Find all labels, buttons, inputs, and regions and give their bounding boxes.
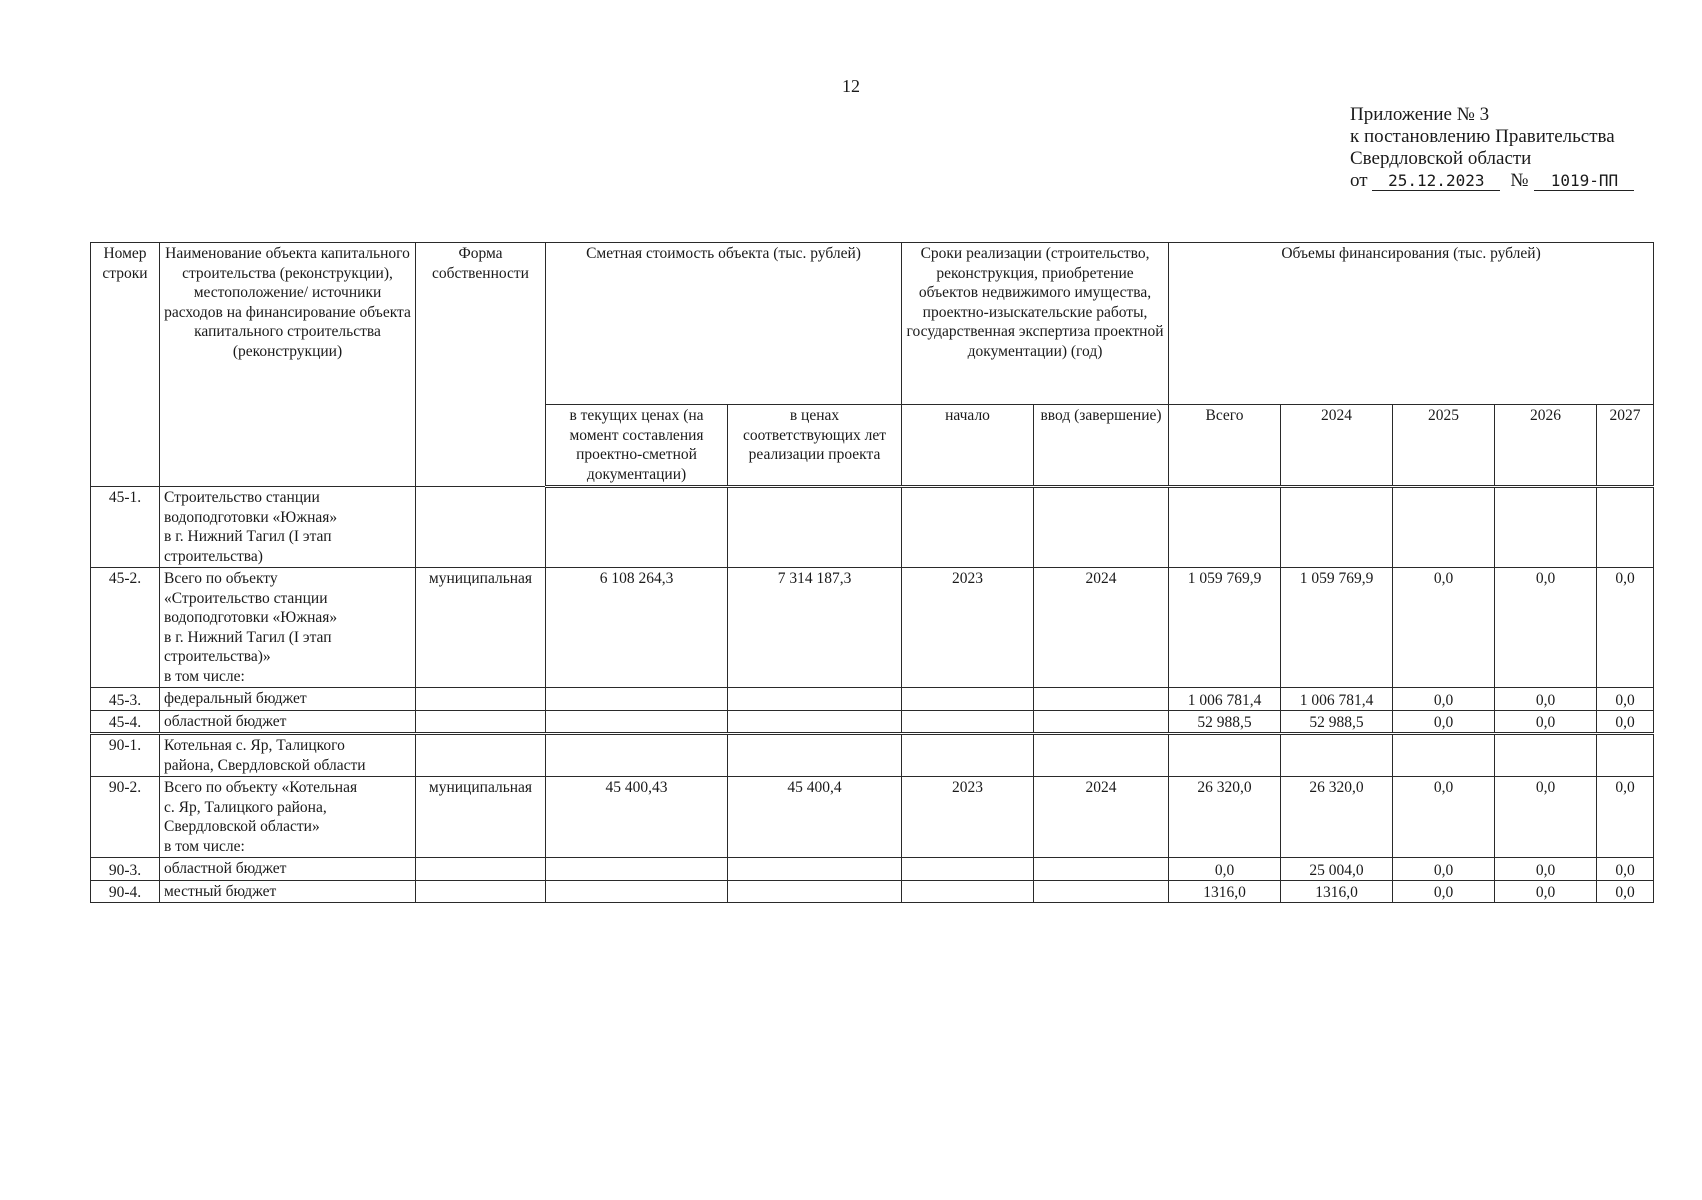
table-row (91, 777, 1654, 858)
cell-start (902, 734, 1034, 777)
header-cost-current: в текущих ценах (на момент составления проектно-сметной документации) (546, 405, 728, 487)
cell-row-number: 90-1. (91, 734, 160, 777)
cell-total: 1 059 769,9 (1169, 568, 1281, 688)
cell-cost-years (728, 880, 902, 903)
object-name-line: местный бюджет (164, 882, 277, 900)
cell-cost-years: 7 314 187,3 (728, 568, 902, 688)
header-cost-years: в ценах соответствующих лет реализации проекта (728, 405, 902, 487)
cell-start (902, 487, 1034, 568)
cell-2027: 0,0 (1597, 710, 1654, 734)
cell-cost-years (728, 710, 902, 734)
cell-object-name (160, 734, 416, 777)
cell-object-name (160, 688, 416, 711)
object-name-line: областной бюджет (164, 712, 287, 730)
header-timing: Сроки реализации (строительство, реконструкция, приобретение объектов недвижимого имущества, проектно-изыскательские работы, государственная экспертиза проектной документации) (год) (902, 243, 1169, 405)
cell-start: 2023 (902, 777, 1034, 858)
header-2025: 2025 (1393, 405, 1495, 487)
header-start: начало (902, 405, 1034, 487)
cell-cost-current (546, 710, 728, 734)
object-name-line: строительства)» (164, 648, 271, 665)
cell-ownership (416, 710, 546, 734)
cell-2025: 0,0 (1393, 777, 1495, 858)
cell-2027: 0,0 (1597, 880, 1654, 903)
cell-object-name (160, 858, 416, 881)
cell-row-number: 45-2. (91, 568, 160, 688)
cell-row-number: 90-3. (91, 858, 160, 881)
object-name-line: с. Яр, Талицкого района, (164, 798, 327, 816)
object-name-line: областной бюджет (164, 860, 287, 877)
header-total: Всего (1169, 405, 1281, 487)
cell-ownership (416, 734, 546, 777)
cell-start: 2023 (902, 568, 1034, 688)
object-name-line: Котельная с. Яр, Талицкого (164, 737, 345, 754)
decree-number: 1019-ПП (1534, 172, 1634, 191)
cell-2027: 0,0 (1597, 568, 1654, 688)
appendix-block (1350, 104, 1634, 192)
header-end: ввод (завершение) (1034, 405, 1169, 487)
cell-row-number: 90-4. (91, 880, 160, 903)
cell-object-name (160, 710, 416, 734)
cell-2024 (1281, 487, 1393, 568)
object-name-line: «Строительство станции (164, 589, 328, 607)
cell-2026 (1495, 734, 1597, 777)
cell-start (902, 710, 1034, 734)
cell-object-name (160, 777, 416, 858)
table-row (91, 858, 1654, 881)
table-row (91, 688, 1654, 711)
cell-row-number: 45-3. (91, 688, 160, 711)
object-name-line: Свердловской области» (164, 818, 320, 835)
object-name-line: в том числе: (164, 837, 245, 855)
cell-cost-years (728, 487, 902, 568)
object-name-line: в г. Нижний Тагил (I этап (164, 628, 332, 646)
cell-2026: 0,0 (1495, 777, 1597, 858)
cell-end (1034, 688, 1169, 711)
cell-2024: 1316,0 (1281, 880, 1393, 903)
table-row (91, 734, 1654, 777)
cell-2026: 0,0 (1495, 710, 1597, 734)
table-row (91, 487, 1654, 568)
cell-cost-years (728, 734, 902, 777)
cell-cost-current (546, 487, 728, 568)
cell-cost-years (728, 688, 902, 711)
cell-2025: 0,0 (1393, 880, 1495, 903)
cell-2027 (1597, 734, 1654, 777)
cell-total: 1 006 781,4 (1169, 688, 1281, 711)
cell-start (902, 688, 1034, 711)
cell-total: 52 988,5 (1169, 710, 1281, 734)
object-name-line: в том числе: (164, 667, 245, 685)
cell-row-number: 90-2. (91, 777, 160, 858)
financing-table (90, 242, 1654, 903)
cell-total (1169, 487, 1281, 568)
cell-cost-years: 45 400,4 (728, 777, 902, 858)
table-row (91, 880, 1654, 903)
cell-cost-current (546, 734, 728, 777)
cell-end: 2024 (1034, 777, 1169, 858)
cell-2027: 0,0 (1597, 688, 1654, 711)
cell-ownership (416, 487, 546, 568)
cell-2025 (1393, 734, 1495, 777)
appendix-reference: к постановлению Правительства (1350, 126, 1615, 147)
cell-end (1034, 734, 1169, 777)
cell-2025 (1393, 487, 1495, 568)
header-estimated-cost: Сметная стоимость объекта (тыс. рублей) (546, 243, 902, 405)
cell-2027: 0,0 (1597, 777, 1654, 858)
cell-2025: 0,0 (1393, 858, 1495, 881)
object-name-line: водоподготовки «Южная» (164, 508, 338, 526)
object-name-line: Всего по объекту (164, 570, 278, 587)
cell-ownership (416, 858, 546, 881)
cell-total: 1316,0 (1169, 880, 1281, 903)
header-row-number: Номер строки (91, 243, 160, 487)
cell-cost-current (546, 858, 728, 881)
object-name-line: Строительство станции (164, 489, 320, 506)
cell-2026: 0,0 (1495, 688, 1597, 711)
table-row (91, 710, 1654, 734)
cell-2025: 0,0 (1393, 568, 1495, 688)
cell-start (902, 880, 1034, 903)
cell-ownership: муниципальная (416, 777, 546, 858)
cell-end (1034, 487, 1169, 568)
cell-cost-years (728, 858, 902, 881)
header-ownership: Форма собственности (416, 243, 546, 487)
cell-2024: 52 988,5 (1281, 710, 1393, 734)
cell-ownership (416, 688, 546, 711)
table-body (91, 487, 1654, 903)
cell-2024 (1281, 734, 1393, 777)
cell-2027 (1597, 487, 1654, 568)
appendix-title: Приложение № 3 (1350, 104, 1490, 125)
cell-total (1169, 734, 1281, 777)
object-name-line: строительства) (164, 547, 263, 565)
cell-object-name (160, 880, 416, 903)
cell-end (1034, 710, 1169, 734)
object-name-line: района, Свердловской области (164, 756, 366, 774)
cell-cost-current: 45 400,43 (546, 777, 728, 858)
cell-object-name (160, 487, 416, 568)
cell-2027: 0,0 (1597, 858, 1654, 881)
date-prefix: от (1350, 170, 1368, 191)
object-name-line: в г. Нижний Тагил (I этап (164, 528, 332, 545)
cell-2025: 0,0 (1393, 688, 1495, 711)
cell-start (902, 858, 1034, 881)
cell-cost-current (546, 880, 728, 903)
header-financing: Объемы финансирования (тыс. рублей) (1169, 243, 1654, 405)
cell-cost-current (546, 688, 728, 711)
cell-object-name (160, 568, 416, 688)
cell-end (1034, 880, 1169, 903)
cell-2026: 0,0 (1495, 568, 1597, 688)
cell-row-number: 45-1. (91, 487, 160, 568)
header-object-name: Наименование объекта капитального строительства (реконструкции), местоположение/ источники расходов на финансирование объекта капитального строительства (реконструкции) (160, 243, 416, 487)
header-2027: 2027 (1597, 405, 1654, 487)
cell-2024: 26 320,0 (1281, 777, 1393, 858)
cell-ownership: муниципальная (416, 568, 546, 688)
number-sign: № (1510, 170, 1529, 191)
cell-row-number: 45-4. (91, 710, 160, 734)
cell-end: 2024 (1034, 568, 1169, 688)
header-2024: 2024 (1281, 405, 1393, 487)
cell-2024: 1 006 781,4 (1281, 688, 1393, 711)
page-number: 12 (842, 76, 860, 96)
appendix-region: Свердловской области (1350, 148, 1532, 169)
cell-total: 26 320,0 (1169, 777, 1281, 858)
object-name-line: федеральный бюджет (164, 690, 307, 707)
cell-2026: 0,0 (1495, 858, 1597, 881)
cell-ownership (416, 880, 546, 903)
cell-end (1034, 858, 1169, 881)
decree-date: 25.12.2023 (1372, 172, 1500, 191)
cell-2025: 0,0 (1393, 710, 1495, 734)
appendix-date-line (1350, 170, 1634, 192)
table-row (91, 568, 1654, 688)
cell-2026: 0,0 (1495, 880, 1597, 903)
cell-2026 (1495, 487, 1597, 568)
cell-total: 0,0 (1169, 858, 1281, 881)
cell-cost-current: 6 108 264,3 (546, 568, 728, 688)
object-name-line: водоподготовки «Южная» (164, 609, 338, 626)
cell-2024: 1 059 769,9 (1281, 568, 1393, 688)
object-name-line: Всего по объекту «Котельная (164, 779, 358, 796)
table-header-row-1 (91, 243, 1654, 405)
cell-2024: 25 004,0 (1281, 858, 1393, 881)
header-2026: 2026 (1495, 405, 1597, 487)
